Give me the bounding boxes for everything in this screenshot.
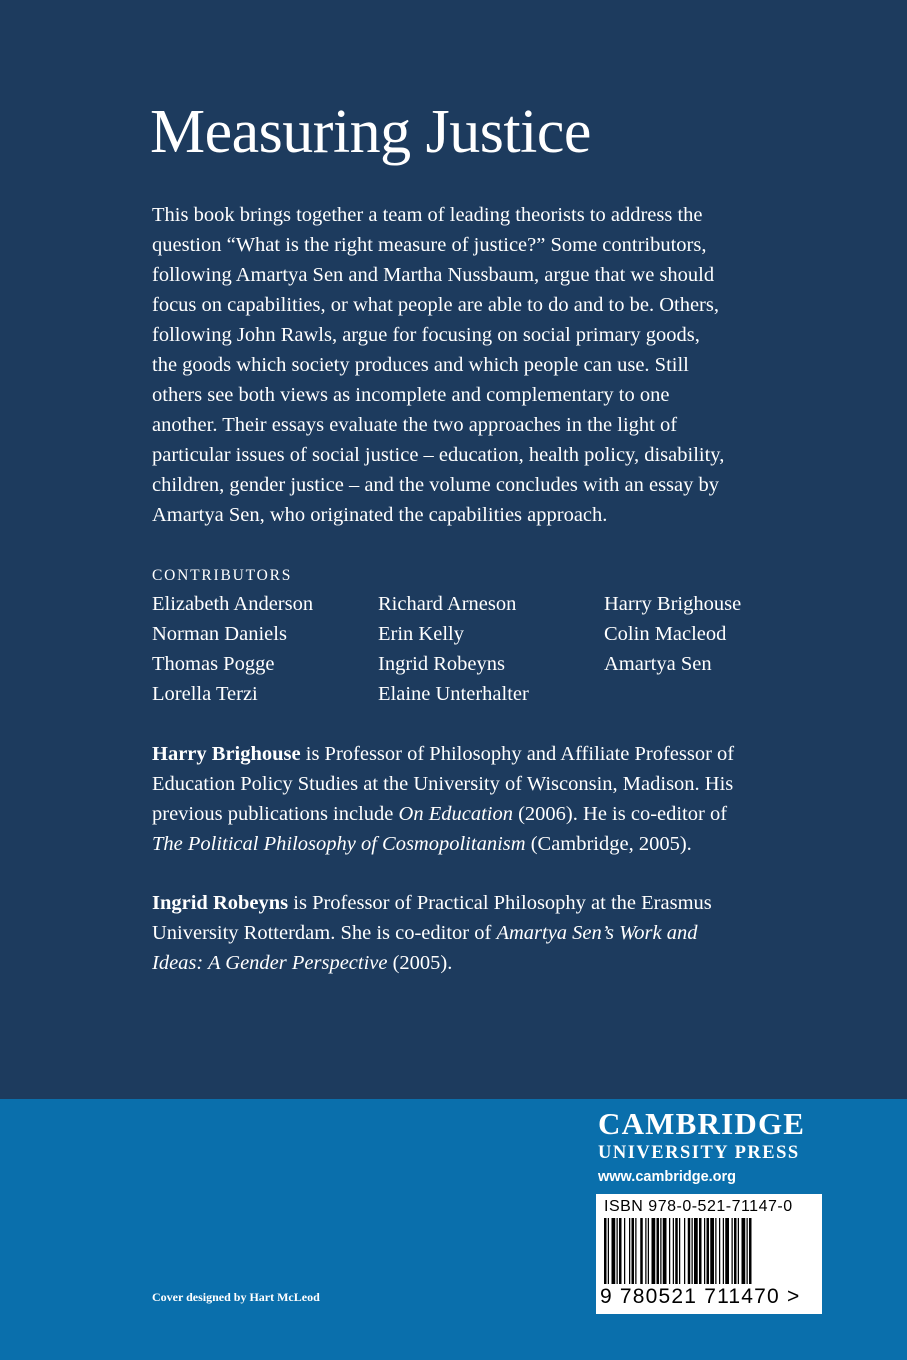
- description-line: Amartya Sen, who originated the capabilities approach.: [152, 504, 608, 526]
- description-line: following Amartya Sen and Martha Nussbaum, argue that we should: [152, 264, 715, 286]
- contributors-column: [378, 589, 604, 709]
- book-title-italic: Amartya Sen’s Work and: [496, 922, 698, 944]
- bio-text: University Rotterdam. She is co-editor of: [152, 922, 497, 944]
- description-line: particular issues of social justice – education, health policy, disability,: [152, 444, 725, 466]
- contributor-name: Erin Kelly: [378, 623, 464, 645]
- book-description: [152, 200, 762, 530]
- contributor-name: Elizabeth Anderson: [152, 593, 314, 615]
- bio-line: Education Policy Studies at the University of Wisconsin, Madison. His: [152, 773, 734, 795]
- bio-line: [152, 739, 792, 769]
- description-line: others see both views as incomplete and complementary to one: [152, 384, 670, 406]
- contributor-name: Colin Macleod: [604, 623, 727, 645]
- bio-line: [152, 888, 792, 918]
- bio-author-name: Harry Brighouse: [152, 743, 301, 765]
- contributors-column: [604, 589, 830, 679]
- book-title-italic: On Education: [398, 803, 513, 825]
- description-line: another. Their essays evaluate the two approaches in the light of: [152, 414, 678, 436]
- bio-text: is Professor of Philosophy and Affiliate Professor of: [300, 743, 735, 765]
- barcode-digits: 9 780521 711470 >: [600, 1285, 801, 1308]
- bio-text: (Cambridge, 2005).: [525, 833, 692, 855]
- description-line: the goods which society produces and which people can use. Still: [152, 354, 689, 376]
- bio-text: is Professor of Practical Philosophy at the Erasmus: [288, 892, 712, 914]
- contributor-name: Richard Arneson: [378, 593, 517, 615]
- bio-text: (2006). He is co-editor of: [512, 803, 728, 825]
- contributors-heading: CONTRIBUTORS: [152, 567, 293, 584]
- isbn-label: ISBN 978-0-521-71147-0: [604, 1198, 793, 1215]
- description-line: focus on capabilities, or what people are able to do and to be. Others,: [152, 294, 719, 316]
- description-line: This book brings together a team of leading theorists to address the: [152, 204, 703, 226]
- contributor-name: Ingrid Robeyns: [378, 653, 505, 675]
- book-title-italic: Ideas: A Gender Perspective: [152, 952, 388, 974]
- contributor-name: Elaine Unterhalter: [378, 683, 529, 705]
- bio-text: (2005).: [387, 952, 453, 974]
- publisher-logo: [598, 1106, 805, 1188]
- contributor-name: Harry Brighouse: [604, 593, 742, 615]
- author-bio-brighouse: [152, 739, 792, 859]
- description-line: question “What is the right measure of justice?” Some contributors,: [152, 234, 707, 256]
- cover-credit: Cover designed by Hart McLeod: [152, 1290, 320, 1304]
- bio-line: [152, 829, 792, 859]
- book-title: Measuring Justice: [150, 98, 591, 166]
- book-title-italic: The Political Philosophy of Cosmopolitanism: [152, 833, 526, 855]
- contributor-name: Norman Daniels: [152, 623, 287, 645]
- contributor-name: Thomas Pogge: [152, 653, 275, 675]
- publisher-subname: UNIVERSITY PRESS: [598, 1143, 800, 1163]
- isbn-barcode: [596, 1194, 822, 1314]
- contributor-name: Lorella Terzi: [152, 683, 258, 705]
- author-bio-robeyns: [152, 888, 792, 978]
- bio-line: [152, 918, 792, 948]
- bio-text: previous publications include: [152, 803, 399, 825]
- publisher-name: CAMBRIDGE: [598, 1106, 806, 1141]
- description-line: following John Rawls, argue for focusing on social primary goods,: [152, 324, 700, 346]
- publisher-website: www.cambridge.org: [598, 1169, 737, 1185]
- contributor-name: Amartya Sen: [604, 653, 712, 675]
- description-line: children, gender justice – and the volume concludes with an essay by: [152, 474, 720, 496]
- bio-line: [152, 948, 792, 978]
- bio-line: [152, 799, 792, 829]
- contributors-column: [152, 589, 378, 709]
- bio-author-name: Ingrid Robeyns: [152, 892, 289, 914]
